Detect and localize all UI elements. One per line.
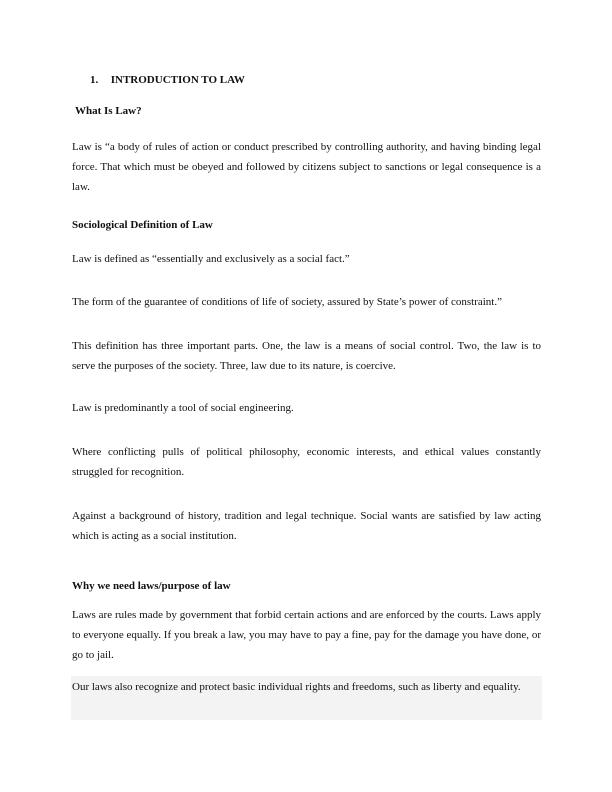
paragraph-guarantee-of-conditions: The form of the guarantee of conditions of life of society, assured by State’s power of constraint.” bbox=[72, 296, 502, 308]
paragraph-social-fact: Law is defined as “essentially and exclusively as a social fact.” bbox=[72, 253, 350, 265]
paragraph-law-definition: Law is “a body of rules of action or conduct prescribed by controlling authority, and having binding legal force. That which must be obeyed and followed by citizens subject to sanctions or legal consequence is a law. bbox=[72, 141, 541, 193]
paragraph-background-history: Against a background of history, tradition and legal technique. Social wants are satisfied by law acting which is acting as a social institution. bbox=[72, 510, 541, 542]
heading-why-we-need-laws: Why we need laws/purpose of law bbox=[72, 580, 231, 592]
heading-what-is-law: What Is Law? bbox=[75, 105, 142, 117]
paragraph-laws-are-rules: Laws are rules made by government that forbid certain actions and are enforced by the courts. Laws apply to everyone equally. If you break a law, you may have to pay a fine, pay for the damage you have done, or go to jail. bbox=[72, 609, 541, 661]
section-title: INTRODUCTION TO LAW bbox=[110, 74, 245, 86]
paragraph-three-parts: This definition has three important parts. One, the law is a means of social control. Two, the law is to serve the purposes of the society. Three, law due to its nature, is coercive. bbox=[72, 340, 541, 372]
paragraph-social-engineering: Law is predominantly a tool of social engineering. bbox=[72, 402, 294, 414]
section-heading bbox=[90, 70, 245, 90]
section-number: 1. bbox=[90, 74, 99, 86]
heading-sociological-definition: Sociological Definition of Law bbox=[72, 219, 213, 231]
paragraph-conflicting-pulls: Where conflicting pulls of political philosophy, economic interests, and ethical values constantly struggled for recognition. bbox=[72, 446, 541, 478]
paragraph-rights-and-freedoms: Our laws also recognize and protect basic individual rights and freedoms, such as liberty and equality. bbox=[72, 681, 521, 693]
